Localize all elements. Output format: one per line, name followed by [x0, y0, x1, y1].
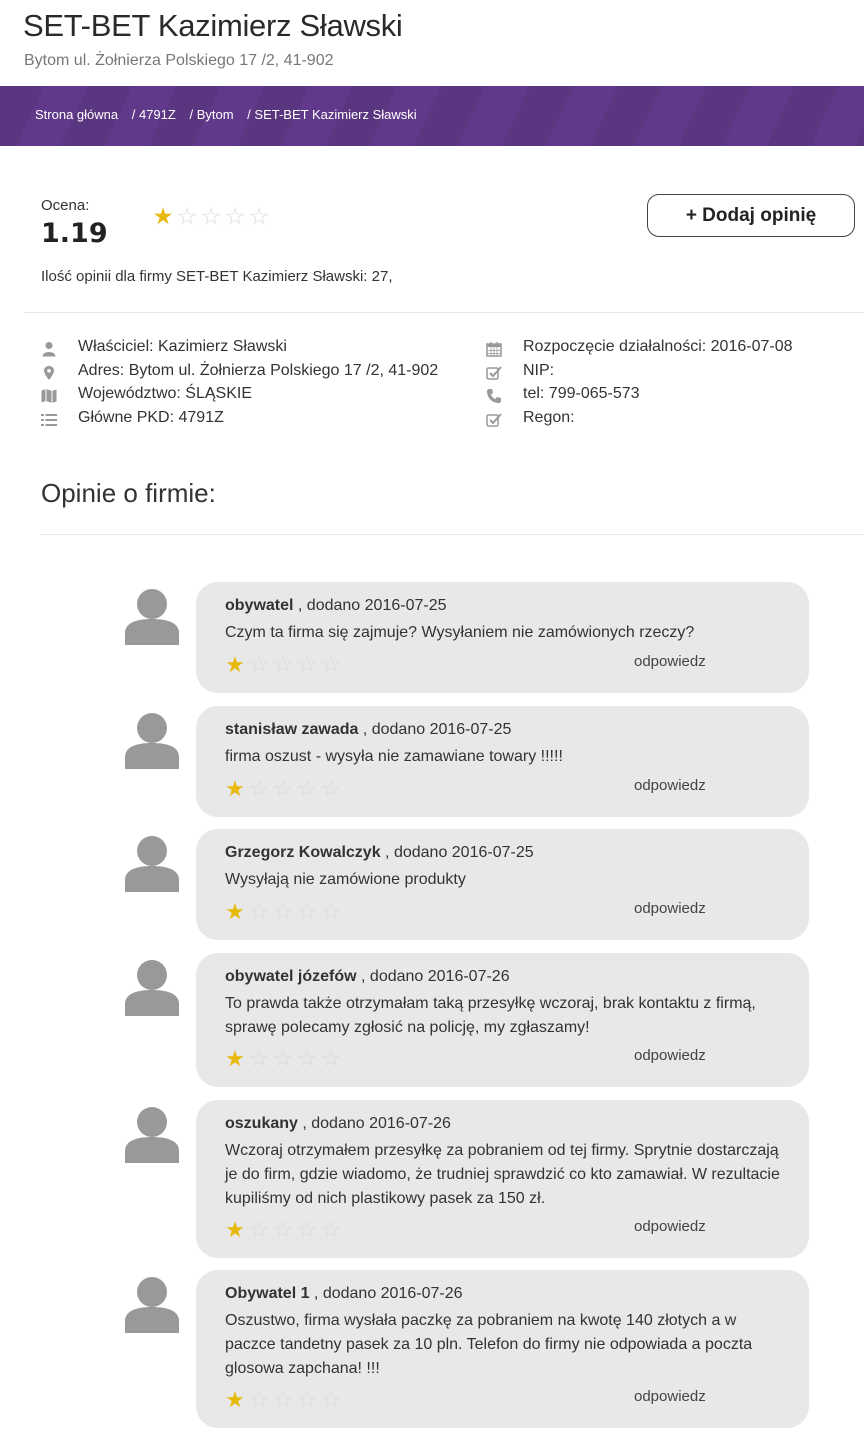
star-empty-icon: ☆: [297, 1217, 317, 1242]
review-author: stanisław zawada: [225, 721, 359, 738]
breadcrumb-home-link[interactable]: Strona główna: [35, 107, 119, 122]
company-address: Bytom ul. Żołnierza Polskiego 17 /2, 41-902: [24, 52, 334, 69]
review-date: , dodano 2016-07-25: [380, 844, 534, 861]
star-filled-icon: ★: [225, 776, 245, 801]
star-empty-icon: ☆: [200, 203, 222, 229]
checkbox-icon: [486, 365, 502, 381]
reply-link[interactable]: odpowiedz: [634, 653, 706, 670]
rating-label: Ocena:: [41, 197, 90, 214]
breadcrumb-city-link[interactable]: / Bytom: [189, 107, 234, 122]
review-stars: [223, 1387, 343, 1413]
star-empty-icon: ☆: [249, 1046, 269, 1071]
avatar-icon: [124, 834, 180, 892]
review-text: Wczoraj otrzymałem przesyłkę za pobraniem od tej firmy. Sprytnie dostarczają je do firm, gdzie wiadomo, że trudniej sprawdzić co kto zamawiał. W rezultacie kupiliśmy od nich plastikowy pasek za 150 zł.: [225, 1142, 780, 1207]
review-text: Czym ta firma się zajmuje? Wysyłaniem nie zamówionych rzeczy?: [225, 624, 695, 641]
review-bubble: [196, 1270, 809, 1428]
avatar-icon: [124, 1105, 180, 1163]
star-empty-icon: ☆: [249, 776, 269, 801]
review-author: obywatel: [225, 597, 294, 614]
star-empty-icon: ☆: [297, 1387, 317, 1412]
star-empty-icon: ☆: [273, 776, 293, 801]
reply-link[interactable]: odpowiedz: [634, 900, 706, 917]
star-empty-icon: ☆: [321, 1217, 341, 1242]
add-opinion-button[interactable]: + Dodaj opinię: [647, 194, 855, 237]
review-text: Wysyłają nie zamówione produkty: [225, 871, 466, 888]
breadcrumb-current: / SET-BET Kazimierz Sławski: [247, 107, 417, 122]
star-empty-icon: ☆: [297, 1046, 317, 1071]
star-empty-icon: ☆: [249, 652, 269, 677]
review-date: , dodano 2016-07-26: [309, 1285, 463, 1302]
user-icon: [41, 341, 57, 357]
star-empty-icon: ☆: [273, 899, 293, 924]
map-marker-icon: [41, 365, 57, 381]
divider: [24, 312, 864, 313]
review-bubble: [196, 582, 809, 693]
review-bubble: [196, 1100, 809, 1258]
star-empty-icon: ☆: [273, 652, 293, 677]
avatar-icon: [124, 1275, 180, 1333]
star-empty-icon: ☆: [297, 652, 317, 677]
review-stars: [223, 776, 343, 802]
review-text: firma oszust - wysyła nie zamawiane towary !!!!!: [225, 748, 563, 765]
reply-link[interactable]: odpowiedz: [634, 1218, 706, 1235]
reply-link[interactable]: odpowiedz: [634, 1047, 706, 1064]
breadcrumb: [35, 107, 427, 122]
review-date: , dodano 2016-07-25: [293, 597, 447, 614]
checkbox-icon: [486, 412, 502, 428]
star-empty-icon: ☆: [273, 1046, 293, 1071]
review-author: Obywatel 1: [225, 1285, 310, 1302]
avatar-icon: [124, 587, 180, 645]
review-date: , dodano 2016-07-26: [297, 1115, 451, 1132]
star-empty-icon: ☆: [176, 203, 198, 229]
reply-link[interactable]: odpowiedz: [634, 1388, 706, 1405]
review-text: Oszustwo, firma wysłała paczkę za pobraniem na kwotę 140 złotych a w paczce tandetny pasek za 10 pln. Telefon do firmy nie odpowiada a poczta glosowa zapchana! !!!: [225, 1312, 753, 1377]
review-stars: [223, 652, 343, 678]
review-author: obywatel józefów: [225, 968, 357, 985]
star-empty-icon: ☆: [321, 652, 341, 677]
list-icon: [41, 412, 57, 428]
star-empty-icon: ☆: [273, 1387, 293, 1412]
phone-icon: [486, 388, 502, 404]
review-author: oszukany: [225, 1115, 298, 1132]
opinion-count: Ilość opinii dla firmy SET-BET Kazimierz Sławski: 27,: [41, 268, 393, 285]
review-date: , dodano 2016-07-25: [358, 721, 512, 738]
star-filled-icon: ★: [225, 1387, 245, 1412]
review-date: , dodano 2016-07-26: [356, 968, 510, 985]
review-stars: [223, 899, 343, 925]
map-icon: [41, 388, 57, 404]
star-empty-icon: ☆: [224, 203, 246, 229]
star-filled-icon: ★: [225, 652, 245, 677]
star-empty-icon: ☆: [321, 1046, 341, 1071]
company-header: [0, 0, 864, 86]
star-empty-icon: ☆: [249, 899, 269, 924]
reply-link[interactable]: odpowiedz: [634, 777, 706, 794]
company-name: SET-BET Kazimierz Sławski: [23, 8, 403, 43]
star-empty-icon: ☆: [273, 1217, 293, 1242]
calendar-icon: [486, 341, 502, 357]
star-filled-icon: ★: [225, 1046, 245, 1071]
star-filled-icon: ★: [225, 1217, 245, 1242]
review-author: Grzegorz Kowalczyk: [225, 844, 381, 861]
star-empty-icon: ☆: [297, 899, 317, 924]
breadcrumb-pkd-link[interactable]: / 4791Z: [131, 107, 176, 122]
review-text: To prawda także otrzymałam taką przesyłkę wczoraj, brak kontaktu z firmą, sprawę polecamy zgłosić na policję, my zgłaszamy!: [225, 995, 756, 1036]
rating-stars: [151, 203, 271, 229]
review-bubble: [196, 953, 809, 1087]
review-bubble: [196, 829, 809, 940]
review-bubble: [196, 706, 809, 817]
star-empty-icon: ☆: [249, 1387, 269, 1412]
star-empty-icon: ☆: [321, 1387, 341, 1412]
breadcrumb-bar: [0, 86, 864, 146]
review-stars: [223, 1046, 343, 1072]
star-filled-icon: ★: [225, 899, 245, 924]
star-empty-icon: ☆: [321, 899, 341, 924]
star-empty-icon: ☆: [248, 203, 270, 229]
star-empty-icon: ☆: [297, 776, 317, 801]
star-empty-icon: ☆: [249, 1217, 269, 1242]
review-stars: [223, 1217, 343, 1243]
star-filled-icon: ★: [152, 203, 174, 229]
avatar-icon: [124, 958, 180, 1016]
avatar-icon: [124, 711, 180, 769]
star-empty-icon: ☆: [321, 776, 341, 801]
rating-value: 1.19: [41, 218, 108, 249]
divider: [41, 534, 864, 535]
opinions-section-title: Opinie o firmie:: [41, 478, 216, 508]
